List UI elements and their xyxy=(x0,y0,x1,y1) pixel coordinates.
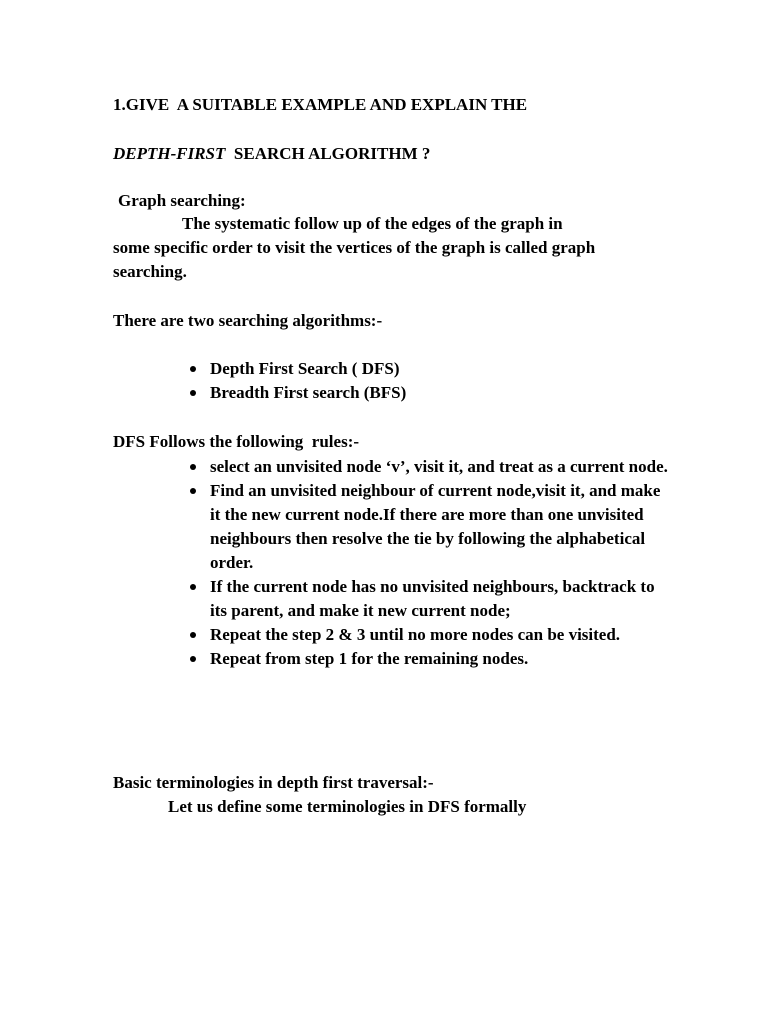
graph-searching-heading: Graph searching: xyxy=(118,191,246,210)
bullet-icon xyxy=(190,390,196,396)
bullet-icon xyxy=(190,584,196,590)
graph-searching-paragraph xyxy=(113,212,653,284)
bullet-icon xyxy=(190,366,196,372)
question-line-2 xyxy=(113,142,430,166)
question-line-1: 1.GIVE A SUITABLE EXAMPLE AND EXPLAIN THE xyxy=(113,95,528,114)
bullet-icon xyxy=(190,656,196,662)
bullet-icon xyxy=(190,488,196,494)
terminology-subtext: Let us define some terminologies in DFS formally xyxy=(168,797,527,816)
question-italic-term: DEPTH-FIRST xyxy=(113,144,226,163)
list-item: select an unvisited node ‘v’, visit it, and treat as a current node. xyxy=(210,455,670,479)
algorithms-list xyxy=(210,357,406,405)
algorithms-intro: There are two searching algorithms:- xyxy=(113,311,383,330)
list-item: Repeat the step 2 & 3 until no more nodes can be visited. xyxy=(210,623,670,647)
list-item: Breadth First search (BFS) xyxy=(210,381,406,405)
dfs-rules-heading: DFS Follows the following rules:- xyxy=(113,432,360,451)
dfs-rules-list xyxy=(210,455,670,671)
bullet-icon xyxy=(190,464,196,470)
question-line-2-rest: SEARCH ALGORITHM ? xyxy=(225,144,431,163)
bullet-icon xyxy=(190,632,196,638)
list-item: Repeat from step 1 for the remaining nodes. xyxy=(210,647,670,671)
terminology-heading: Basic terminologies in depth first traversal:- xyxy=(113,773,434,792)
list-item: Depth First Search ( DFS) xyxy=(210,357,406,381)
paragraph-first-line: The systematic follow up of the edges of the graph in xyxy=(182,214,563,233)
paragraph-continuation: some specific order to visit the vertices of the graph is called graph searching. xyxy=(113,238,596,281)
list-item: Find an unvisited neighbour of current node,visit it, and make it the new current node.If there are more than one unvisited neighbours then resolve the tie by following the alphabetical order. xyxy=(210,479,670,575)
list-item: If the current node has no unvisited neighbours, backtrack to its parent, and make it new current node; xyxy=(210,575,670,623)
